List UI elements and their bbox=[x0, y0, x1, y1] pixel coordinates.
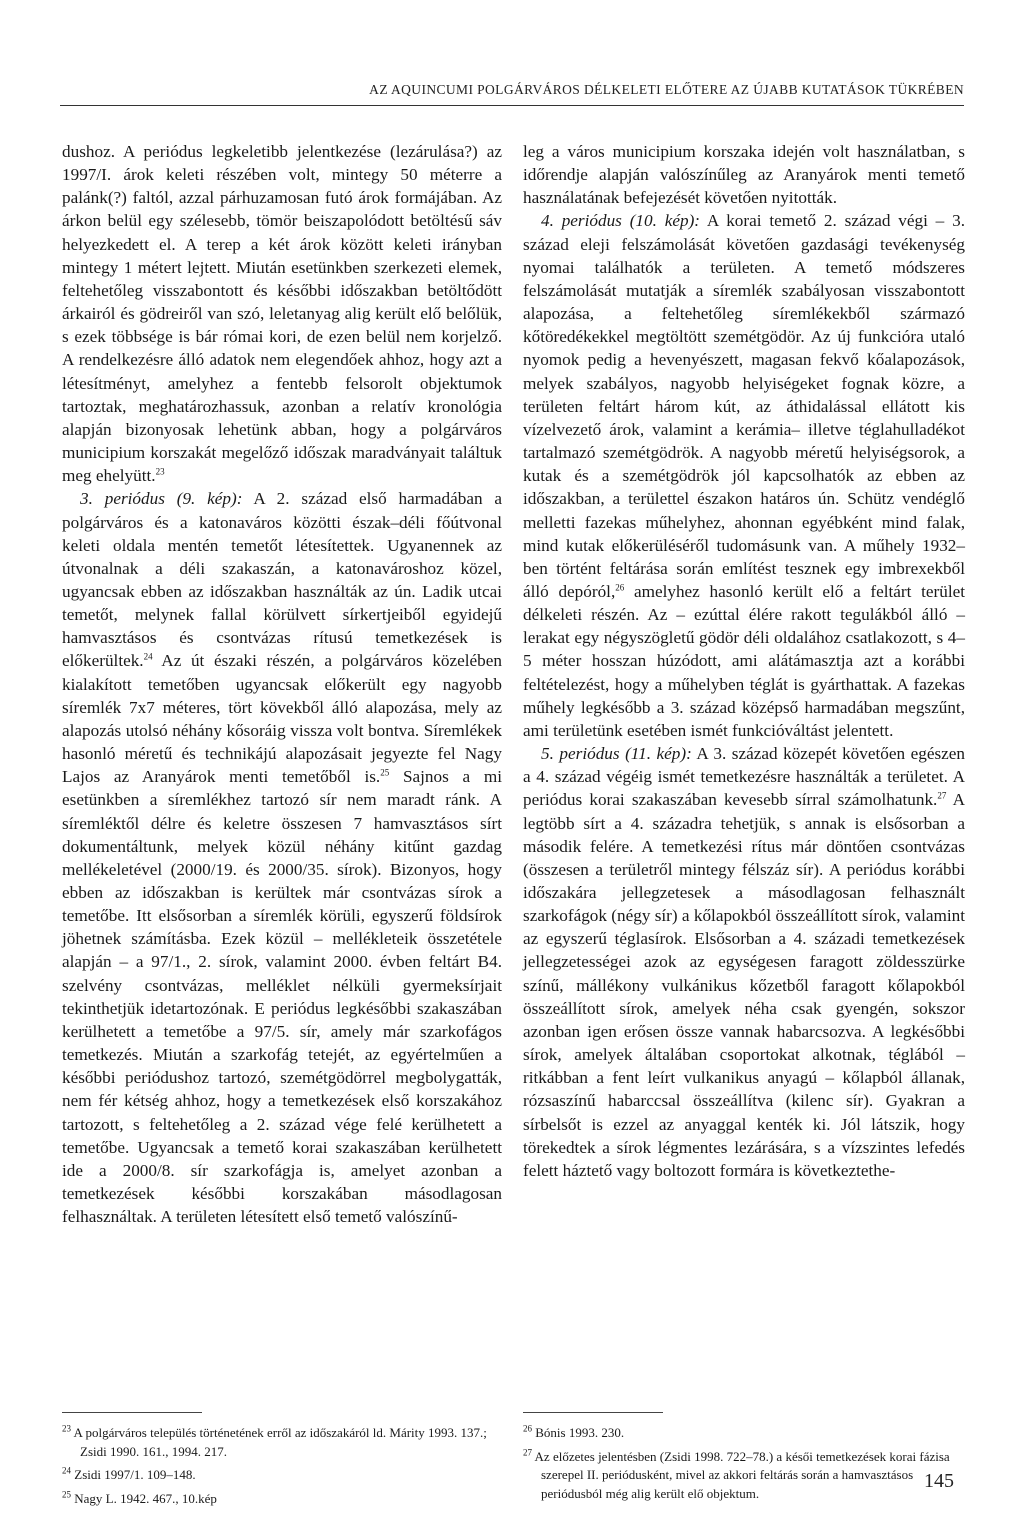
footnote-ref: 24 bbox=[143, 651, 153, 662]
period-heading: 5. periódus (11. kép): bbox=[541, 744, 692, 764]
footnote: $^{24}$ Zsidi 1997/1. 109–148. bbox=[62, 1465, 196, 1483]
paragraph-period-3-end: leg a város municipium korszaka idején volt használatban, s időrendje alapján valószínűleg az Aranyárok menti temető használatának befejezését követően nyitották. bbox=[523, 142, 965, 208]
paragraph-period-2-end: dushoz. A periódus legkeletibb jelentkezése (lezárulása?) az 1997/I. árok keleti részében volt, mintegy 50 méterre a palánk(?) faltól, azzal párhuzamosan futó árok formájában. Az árkon belül egy szélesebb, tömör beiszapolódott betöltésű sáv helyezkedett el. A terep a két árok között keleti irányban mintegy 1 métert lejtett. Miután esetünkben szerkezeti elemek, feltehetőleg visszabontott és későbbi időszakban betöltődött árkairól és gödreiről van szó, leletanyag alig került elő belőlük, s ezek többsége is bár római kori, de ezen belül nem korjelző. A rendelkezésre álló adatok nem elegendőek ahhoz, hogy azt a létesítményt, amelyhez a fentebb felsorolt objektumok tartoztak, meghatározhassuk, azonban a relatív kronológia alapján bizonyosak lehetünk abban, hogy a polgárváros municipium korszakát megelőző időszak maradványait találtuk meg ehelyütt.$^{23}$ bbox=[62, 142, 502, 486]
left-column bbox=[62, 140, 502, 1228]
footnote: $^{23}$ A polgárváros település történetének erről az időszakáról ld. Márity 1993. 137.; Zsidi 1990. 161., 1994. 217. bbox=[62, 1423, 487, 1459]
right-column bbox=[523, 140, 965, 1182]
footnote: $^{27}$ Az előzetes jelentésben (Zsidi 1998. 722–78.) a késői temetkezések korai fázisa szerepel II. periódusként, mivel az akkori feltárás során a hamvasztásos periódusból még alig került elő objektum. bbox=[523, 1447, 950, 1501]
footnote-rule bbox=[62, 1412, 202, 1413]
footnote: $^{25}$ Nagy L. 1942. 467., 10.kép bbox=[62, 1489, 217, 1506]
period-heading: 4. periódus (10. kép): bbox=[541, 211, 701, 231]
footnote-ref: 23 bbox=[155, 466, 165, 477]
page-number: 145 bbox=[924, 1470, 954, 1492]
period-heading: 3. periódus (9. kép): bbox=[80, 489, 243, 509]
footnote-ref: 27 bbox=[937, 790, 947, 801]
footnotes-left bbox=[62, 1424, 502, 1513]
running-header: AZ AQUINCUMI POLGÁRVÁROS DÉLKELETI ELŐTERE AZ ÚJABB KUTATÁSOK TÜKRÉBEN bbox=[369, 82, 964, 97]
footnote: $^{26}$ Bónis 1993. 230. bbox=[523, 1423, 625, 1440]
paragraph-period-4: 4. periódus (10. kép): A korai temető 2. század végi – 3. század eleji felszámolását követően gazdasági tevékenység nyomai találhatók a területen. A temető módszeres felszámolását mutatják a síremlék szabályosan visszabontott alapozása, a feltehetőleg síremlékekből származó kőtöredékekkel megtöltött szemétgödör. Az új funkcióra utaló nyomok pedig a hevenyészett, magasan fekvő kőalapozások, melyek szabályos, nagyobb helyiségeket fognak közre, a területen feltárt három kút, az áthidalással ellátott kis vízelvezető árok, valamint a kerámia– illetve téglahulladékot tartalmazó szemétgödrök. A nagyobb méretű helyiségsorok, a kutak és a szemétgödrök jól kapcsolhatók az ebben az időszakban, a területtel északon határos ún. Schütz vendéglő melletti fazekas műhelyhez, ahonnan egyébként mind falak, mind kutak előkerüléséről tudomásunk van. A műhely 1932–ben történt feltárása során említést tesznek egy imbrexekből álló depóról,$^{26}$ amelyhez hasonló került elő a feltárt terület délkeleti részén. Az – ezúttal élére rakott tegulákból álló – lerakat egy négyszögletű gödör déli oldalához csatlakozott, s 4–5 méter hosszan húzódott, ami alátámasztja azt a korábbi feltételezést, hogy a műhelyben téglát is gyárthattak. A fazekas műhely legkésőbb a 3. század középső harmadában megszűnt, ami területünk esetében ismét funkcióváltást jelentett. bbox=[523, 211, 965, 740]
paragraph-period-5: 5. periódus (11. kép): A 3. század közepét követően egészen a 4. század végéig ismét temetkezésre használták a területet. A periódus korai szakaszában kevesebb sírral számolhatunk.$^{27}$ A legtöbb sírt a 4. századra tehetjük, s annak is elsősorban a második felére. A temetkezési rítus már döntően csontvázas (összesen a területről mintegy félszáz sír). A periódus korábbi időszakára jellegzetesek a másodlagosan felhasznált szarkofágok (négy sír) a kőlapokból összeállított sírok, valamint az egyszerű téglasírok. Elsősorban a 4. századi temetkezések jellegzetességei azok az egységesen faragott zöldesszürke színű, mállékony vulkánikus kőzetből faragott kőlapokból összeállított sírok, amelyek néha csak gyengén, sokszor azonban igen erősen össze vannak habarcsozva. A legkésőbbi sírok, amelyek általában csoportokat alkotnak, téglából – ritkábban a fent leírt vulkanikus anyagú – kőlapból állanak, rózsaszínű habarccsal összeállítva (kilenc sír). Gyakran a sírbelsőt is ezzel az anyaggal kenték ki. Jól látszik, hogy törekedtek a sírok légmentes lezárására, s a vízszintes lefedés felett háztető vagy boltozott formára is következtethe- bbox=[523, 744, 965, 1180]
footnote-ref: 25 bbox=[380, 767, 390, 778]
footnotes-right bbox=[523, 1424, 965, 1508]
footnote-rule bbox=[523, 1412, 663, 1413]
header-rule bbox=[60, 105, 964, 106]
paragraph-period-3: 3. periódus (9. kép): A 2. század első harmadában a polgárváros és a katonaváros közötti észak–déli főútvonal keleti oldala mentén temetőt létesítettek. Ugyanennek az útvonalnak a déli szakaszán, a katonavároshoz közel, ugyancsak ebben az időszakban használták az ún. Ladik utcai temetőt, melynek fallal körülvett sírkertjeiből egyidejű hamvasztásos és csontvázas rítusú temetkezések is előkerültek.$^{24}$ Az út északi részén, a polgárváros közelében kialakított temetőben ugyancsak előkerült egy nagyobb síremlék 7x7 méteres, tört kövekből álló alapozása, mely az alapozás utolsó néhány kősoráig vissza volt bontva. Síremlékek hasonló méretű és technikájú alapozásait jegyezte fel Nagy Lajos az Aranyárok menti temetőből is.$^{25}$ Sajnos a mi esetünkben a síremlékhez tartozó sír nem maradt ránk. A síremléktől délre és keletre összesen 7 hamvasztásos sírt dokumentáltunk, melyek közül néhány kitűnt gazdag mellékeletével (2000/19. és 2000/35. sírok). Bizonyos, hogy ebben az időszakban is kerültek már csontvázas sírok a temetőbe. Itt elsősorban a síremlék körüli, egyszerű földsírok jöhetnek számításba. Ezek közül – mellékleteik összetétele alapján – a 97/1., 2. sírok, valamint 2000. évben feltárt B4. szelvény csontvázas, melléklet nélküli gyermeksírjait tekinthetjük idetartozónak. E periódus legkésőbbi szakaszában kerülhetett a temetőbe a 97/5. sír, amely már szarkofágos temetkezés. Miután a szarkofág tetejét, az egyértelműen a későbbi periódushoz tartozó, szemétgödörrel megbolygatták, nem fér kétség ahhoz, hogy a temetkezések első korszakához tartozott, s feltehetőleg a 2. század vége felé kerülhetett a temetőbe. Ugyancsak a temető korai szakaszában kerülhetett ide a 2000/8. sír szarkofágja is, amelyet azonban a temetkezések későbbi korszakában másodlagosan felhasználtak. A területen létesített első temető valószínű- bbox=[62, 489, 503, 1227]
footnote-ref: 26 bbox=[615, 582, 625, 593]
